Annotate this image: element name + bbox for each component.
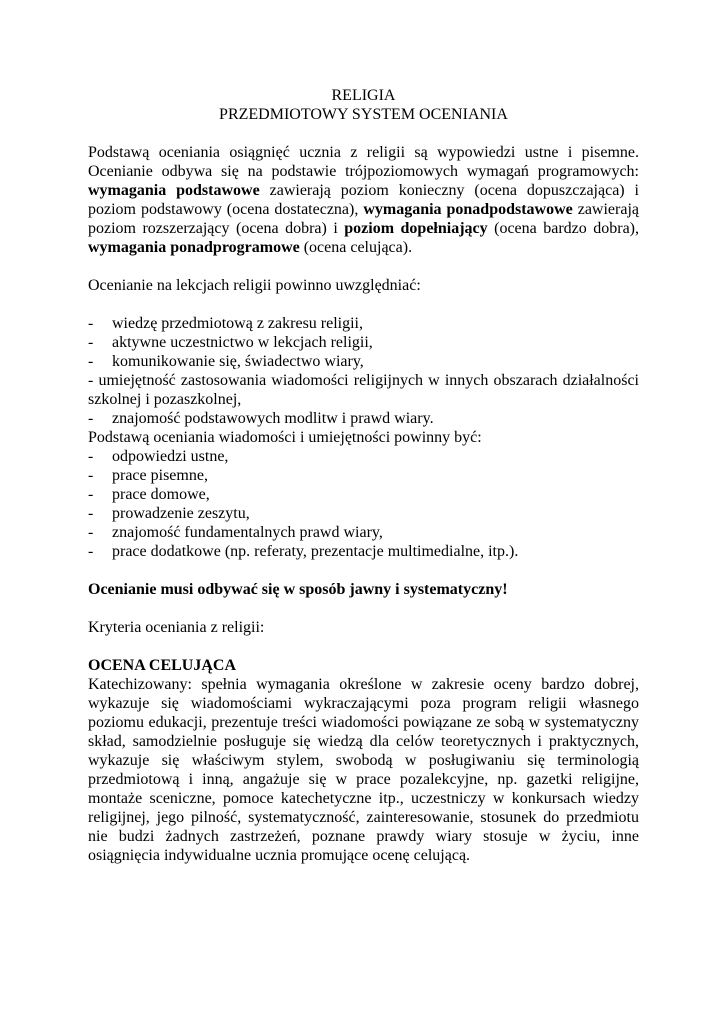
spacer bbox=[88, 295, 639, 314]
list-item-text: prace domowe, bbox=[112, 486, 210, 503]
list-item bbox=[88, 409, 639, 428]
intro-text-5: (ocena celująca). bbox=[299, 239, 413, 256]
list-item-text: znajomość podstawowych modlitw i prawd wiary. bbox=[112, 410, 434, 427]
intro-bold-1: wymagania podstawowe bbox=[88, 182, 260, 199]
intro-bold-3: poziom dopełniający bbox=[344, 220, 488, 237]
list-item-text: znajomość fundamentalnych prawd wiary, bbox=[112, 524, 383, 541]
list-item-text: umiejętność zastosowania wiadomości religijnych w innych obszarach działalności szkolnej i pozaszkolnej, bbox=[88, 372, 639, 408]
list-item bbox=[88, 447, 639, 466]
spacer bbox=[88, 637, 639, 656]
intro-text-1: Podstawą oceniania osiągnięć ucznia z religii są wypowiedzi ustne i pisemne. Ocenianie odbywa się na podstawie trójpoziomowych wymagań programowych: bbox=[88, 144, 639, 180]
emphasis-statement: Ocenianie musi odbywać się w sposób jawny i systematyczny! bbox=[88, 581, 508, 598]
intro-paragraph bbox=[88, 143, 639, 257]
list-bullet: - bbox=[88, 372, 94, 389]
document-page bbox=[88, 86, 639, 865]
intro-text-2: zawierają poziom konieczny (ocena dopuszczająca) i poziom podstawowy (ocena dostateczna), bbox=[88, 182, 639, 218]
list-bullet: - bbox=[88, 543, 94, 560]
list-bullet: - bbox=[88, 353, 94, 370]
list-item-text: prace pisemne, bbox=[112, 467, 208, 484]
list-item-text: prowadzenie zeszytu, bbox=[112, 505, 250, 522]
list-item bbox=[88, 504, 639, 523]
list-item-text: odpowiedzi ustne, bbox=[112, 448, 229, 465]
list-item bbox=[88, 371, 639, 409]
list-item bbox=[88, 523, 639, 542]
consider-list bbox=[88, 314, 639, 428]
list-bullet: - bbox=[88, 315, 94, 332]
list-item bbox=[88, 314, 639, 333]
consider-heading: Ocenianie na lekcjach religii powinno uwzględniać: bbox=[88, 277, 421, 294]
page-title: RELIGIA bbox=[331, 87, 396, 104]
spacer bbox=[88, 124, 639, 143]
spacer bbox=[88, 561, 639, 580]
spacer bbox=[88, 257, 639, 276]
list-item bbox=[88, 466, 639, 485]
intro-text-3: zawierają poziom rozszerzający (ocena dobra) i bbox=[88, 201, 640, 237]
list-bullet: - bbox=[88, 410, 94, 427]
intro-text-4: (ocena bardzo dobra), bbox=[487, 220, 640, 237]
page-subtitle: PRZEDMIOTOWY SYSTEM OCENIANIA bbox=[219, 106, 508, 123]
list-bullet: - bbox=[88, 334, 94, 351]
basis-list bbox=[88, 447, 639, 561]
list-item-text: aktywne uczestnictwo w lekcjach religii, bbox=[112, 334, 373, 351]
grade-description: Katechizowany: spełnia wymagania określone w zakresie oceny bardzo dobrej, wykazuje się wiadomościami wykraczającymi poza program religii własnego poziomu edukacji, prezentuje treści wiadomości powiązane ze sobą w systematyczny skład, samodzielnie posługuje się wiedzą dla celów teoretycznych i praktycznych, wykazuje się właściwym stylem, swobodą w posługiwaniu się terminologią przedmiotową i inną, angażuje się w prace pozalekcyjne, np. gazetki religijne, montaże sceniczne, pomoce katechetyczne itp., uczestniczy w konkursach wiedzy religijnej, jego pilność, systematyczność, zainteresowanie, stosunek do przedmiotu nie budzi żadnych zastrzeżeń, poznane prawdy wiary stosuje w życiu, inne osiągnięcia indywidualne ucznia promujące ocenę celującą. bbox=[88, 676, 639, 864]
list-bullet: - bbox=[88, 486, 94, 503]
intro-bold-4: wymagania ponadprogramowe bbox=[88, 239, 300, 256]
criteria-heading: Kryteria oceniania z religii: bbox=[88, 619, 265, 636]
list-item-text: komunikowanie się, świadectwo wiary, bbox=[112, 353, 364, 370]
intro-bold-2: wymagania ponadpodstawowe bbox=[363, 201, 573, 218]
list-bullet: - bbox=[88, 505, 94, 522]
basis-heading: Podstawą oceniania wiadomości i umiejętności powinny być: bbox=[88, 429, 482, 446]
list-item bbox=[88, 333, 639, 352]
list-item bbox=[88, 352, 639, 371]
spacer bbox=[88, 599, 639, 618]
grade-heading: OCENA CELUJĄCA bbox=[88, 657, 237, 674]
list-item-text: prace dodatkowe (np. referaty, prezentacje multimedialne, itp.). bbox=[112, 543, 519, 560]
list-bullet: - bbox=[88, 467, 94, 484]
list-item bbox=[88, 542, 639, 561]
list-item bbox=[88, 485, 639, 504]
list-item-text: wiedzę przedmiotową z zakresu religii, bbox=[112, 315, 363, 332]
list-bullet: - bbox=[88, 448, 94, 465]
list-bullet: - bbox=[88, 524, 94, 541]
